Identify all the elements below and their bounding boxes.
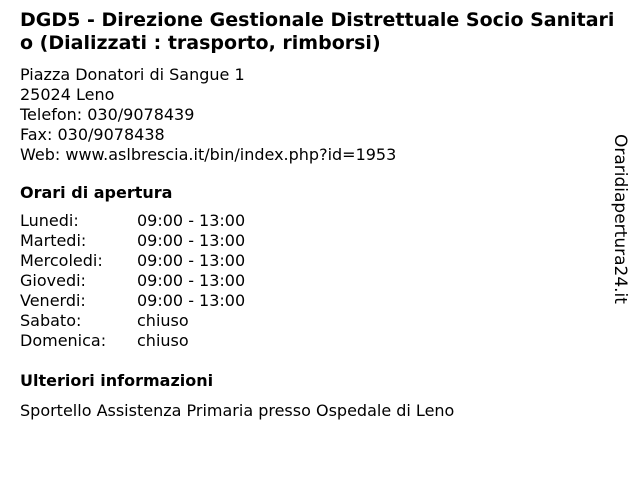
website: Web: www.aslbrescia.it/bin/index.php?id=1953 [20, 145, 397, 164]
time-value: 09:00 - 13:00 [137, 251, 246, 270]
time-value: chiuso [137, 311, 189, 330]
hours-row-sunday [20, 331, 620, 351]
hours-heading: Orari di apertura [20, 183, 173, 202]
info-text: Sportello Assistenza Primaria presso Ospedale di Leno [20, 401, 455, 420]
phone-number: Telefon: 030/9078439 [20, 105, 195, 124]
address-block [20, 65, 620, 165]
street-address: Piazza Donatori di Sangue 1 [20, 65, 245, 84]
day-label: Mercoledi: [20, 251, 103, 270]
hours-row-wednesday [20, 251, 620, 271]
day-label: Lunedi: [20, 211, 79, 230]
hours-row-monday [20, 211, 620, 231]
page-title: DGD5 - Direzione Gestionale Distrettuale Socio Sanitario (Dializzati : trasporto, rimborsi) [20, 9, 615, 54]
hours-row-saturday [20, 311, 620, 331]
city: 25024 Leno [20, 85, 115, 104]
opening-hours-table [20, 211, 620, 351]
listing-card [20, 9, 620, 421]
day-label: Venerdi: [20, 291, 86, 310]
hours-row-thursday [20, 271, 620, 291]
time-value: 09:00 - 13:00 [137, 271, 246, 290]
hours-row-friday [20, 291, 620, 311]
info-heading: Ulteriori informazioni [20, 371, 214, 390]
hours-row-tuesday [20, 231, 620, 251]
time-value: 09:00 - 13:00 [137, 291, 246, 310]
time-value: 09:00 - 13:00 [137, 211, 246, 230]
time-value: chiuso [137, 331, 189, 350]
day-label: Martedi: [20, 231, 87, 250]
day-label: Domenica: [20, 331, 107, 350]
time-value: 09:00 - 13:00 [137, 231, 246, 250]
brand-watermark: Oraridiapertura24.it [610, 134, 630, 304]
day-label: Giovedi: [20, 271, 86, 290]
fax-number: Fax: 030/9078438 [20, 125, 165, 144]
day-label: Sabato: [20, 311, 82, 330]
